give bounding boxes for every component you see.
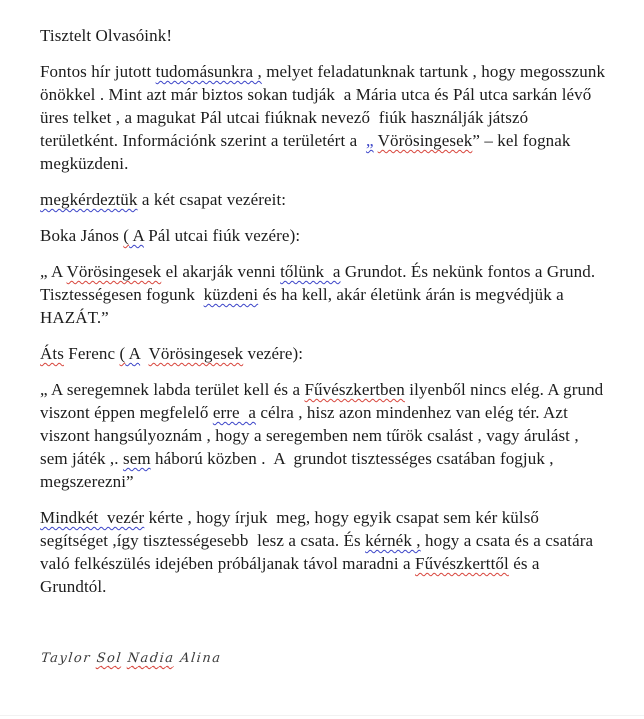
text-run: Tisztelt Olvasóink!	[40, 26, 173, 45]
misspelled-word: Vörösingesek	[377, 131, 473, 150]
text-run: Alina	[173, 651, 223, 666]
text-run: Ferenc	[63, 344, 120, 363]
grammar-flagged-text: tudomásunkra ,	[155, 62, 262, 81]
grammar-flagged-text: „	[365, 131, 374, 150]
grammar-flagged-text: erre a	[212, 403, 256, 422]
boka-intro-paragraph	[40, 224, 610, 247]
ats-quote-paragraph	[40, 378, 610, 493]
text-run: el akarják venni	[161, 262, 281, 281]
grammar-flagged-text: A	[129, 226, 144, 245]
misspelled-word: Áts	[40, 344, 64, 363]
misspelled-word: Sol	[95, 651, 123, 666]
text-run: célra , hisz azon mindenhez van elég tér. Azt viszont hangsúlyoznám , hogy a seregemben nem tűrök csalást , vagy árulást , sem játék ,.	[40, 403, 584, 468]
text-run: Grundot. És nekünk fontos a Grund. Tisztességesen fogunk	[40, 262, 600, 304]
text-run: kérte , hogy írjuk meg, hogy egyik csapat sem kér külső segítséget ,így tisztességesebb lesz a csata. És	[40, 508, 544, 550]
text-run: a két csapat vezéreit:	[137, 190, 287, 209]
intro-paragraph	[40, 60, 610, 175]
grammar-flagged-text: kérnék ,	[365, 531, 421, 550]
misspelled-word: Fűvészkerttől	[415, 554, 509, 573]
misspelled-word: (	[119, 344, 126, 363]
misspelled-word: Nadia	[126, 651, 176, 666]
document-body[interactable]	[40, 24, 610, 668]
ats-intro-paragraph	[40, 342, 610, 365]
text-run: Taylor	[40, 651, 98, 666]
text-run: „ A seregemnek labda terület kell és a	[40, 380, 305, 399]
page-bottom-edge	[0, 715, 644, 716]
grammar-flagged-text: küzdeni	[203, 285, 259, 304]
text-run: ” – kel fognak megküzdeni.	[40, 131, 575, 173]
grammar-flagged-text: Mindkét vezér	[40, 508, 145, 527]
text-run: Pál utcai fiúk vezére):	[143, 226, 301, 245]
grammar-flagged-text: tőlünk a	[280, 262, 341, 281]
text-run: hogy a csata és a csatára való felkészülés idejében próbáljanak távol maradni a	[40, 531, 598, 573]
text-run: és a Grundtól.	[40, 554, 544, 596]
text-run: „ A	[40, 262, 67, 281]
lead-in-paragraph	[40, 188, 610, 211]
text-run: vezére):	[243, 344, 304, 363]
text-run: háború közben . A grundot tisztességes csatában fogjuk , megszerezni”	[40, 449, 558, 491]
boka-quote-paragraph	[40, 260, 610, 329]
misspelled-word: Vörösingesek	[66, 262, 162, 281]
misspelled-word: (	[123, 226, 130, 245]
closing-paragraph	[40, 506, 610, 598]
grammar-flagged-text: A	[125, 344, 141, 363]
text-run	[140, 344, 148, 363]
text-run: melyet feladatunknak tartunk , hogy megosszunk önökkel . Mint azt már biztos sokan tudják a Mária utca és Pál utca sarkán lévő üres telket , a magukat Pál utcai fiúknak nevező fiúk használják játszó területként. Információnk szerint a területért a	[40, 62, 610, 150]
text-run: és ha kell, akár életünk árán is megvédjük a HAZÁT.”	[40, 285, 569, 327]
misspelled-word: Vörösingesek	[148, 344, 244, 363]
text-run: Boka János	[40, 226, 124, 245]
greeting-paragraph	[40, 24, 610, 47]
grammar-flagged-text: megkérdeztük	[40, 190, 138, 209]
text-run: Fontos hír jutott	[40, 62, 156, 81]
grammar-flagged-text: sem	[122, 449, 151, 468]
misspelled-word: Fűvészkertben	[304, 380, 405, 399]
text-run: ilyenből nincs elég. A grund viszont éppen megfelelő	[40, 380, 608, 422]
signature	[40, 650, 612, 668]
